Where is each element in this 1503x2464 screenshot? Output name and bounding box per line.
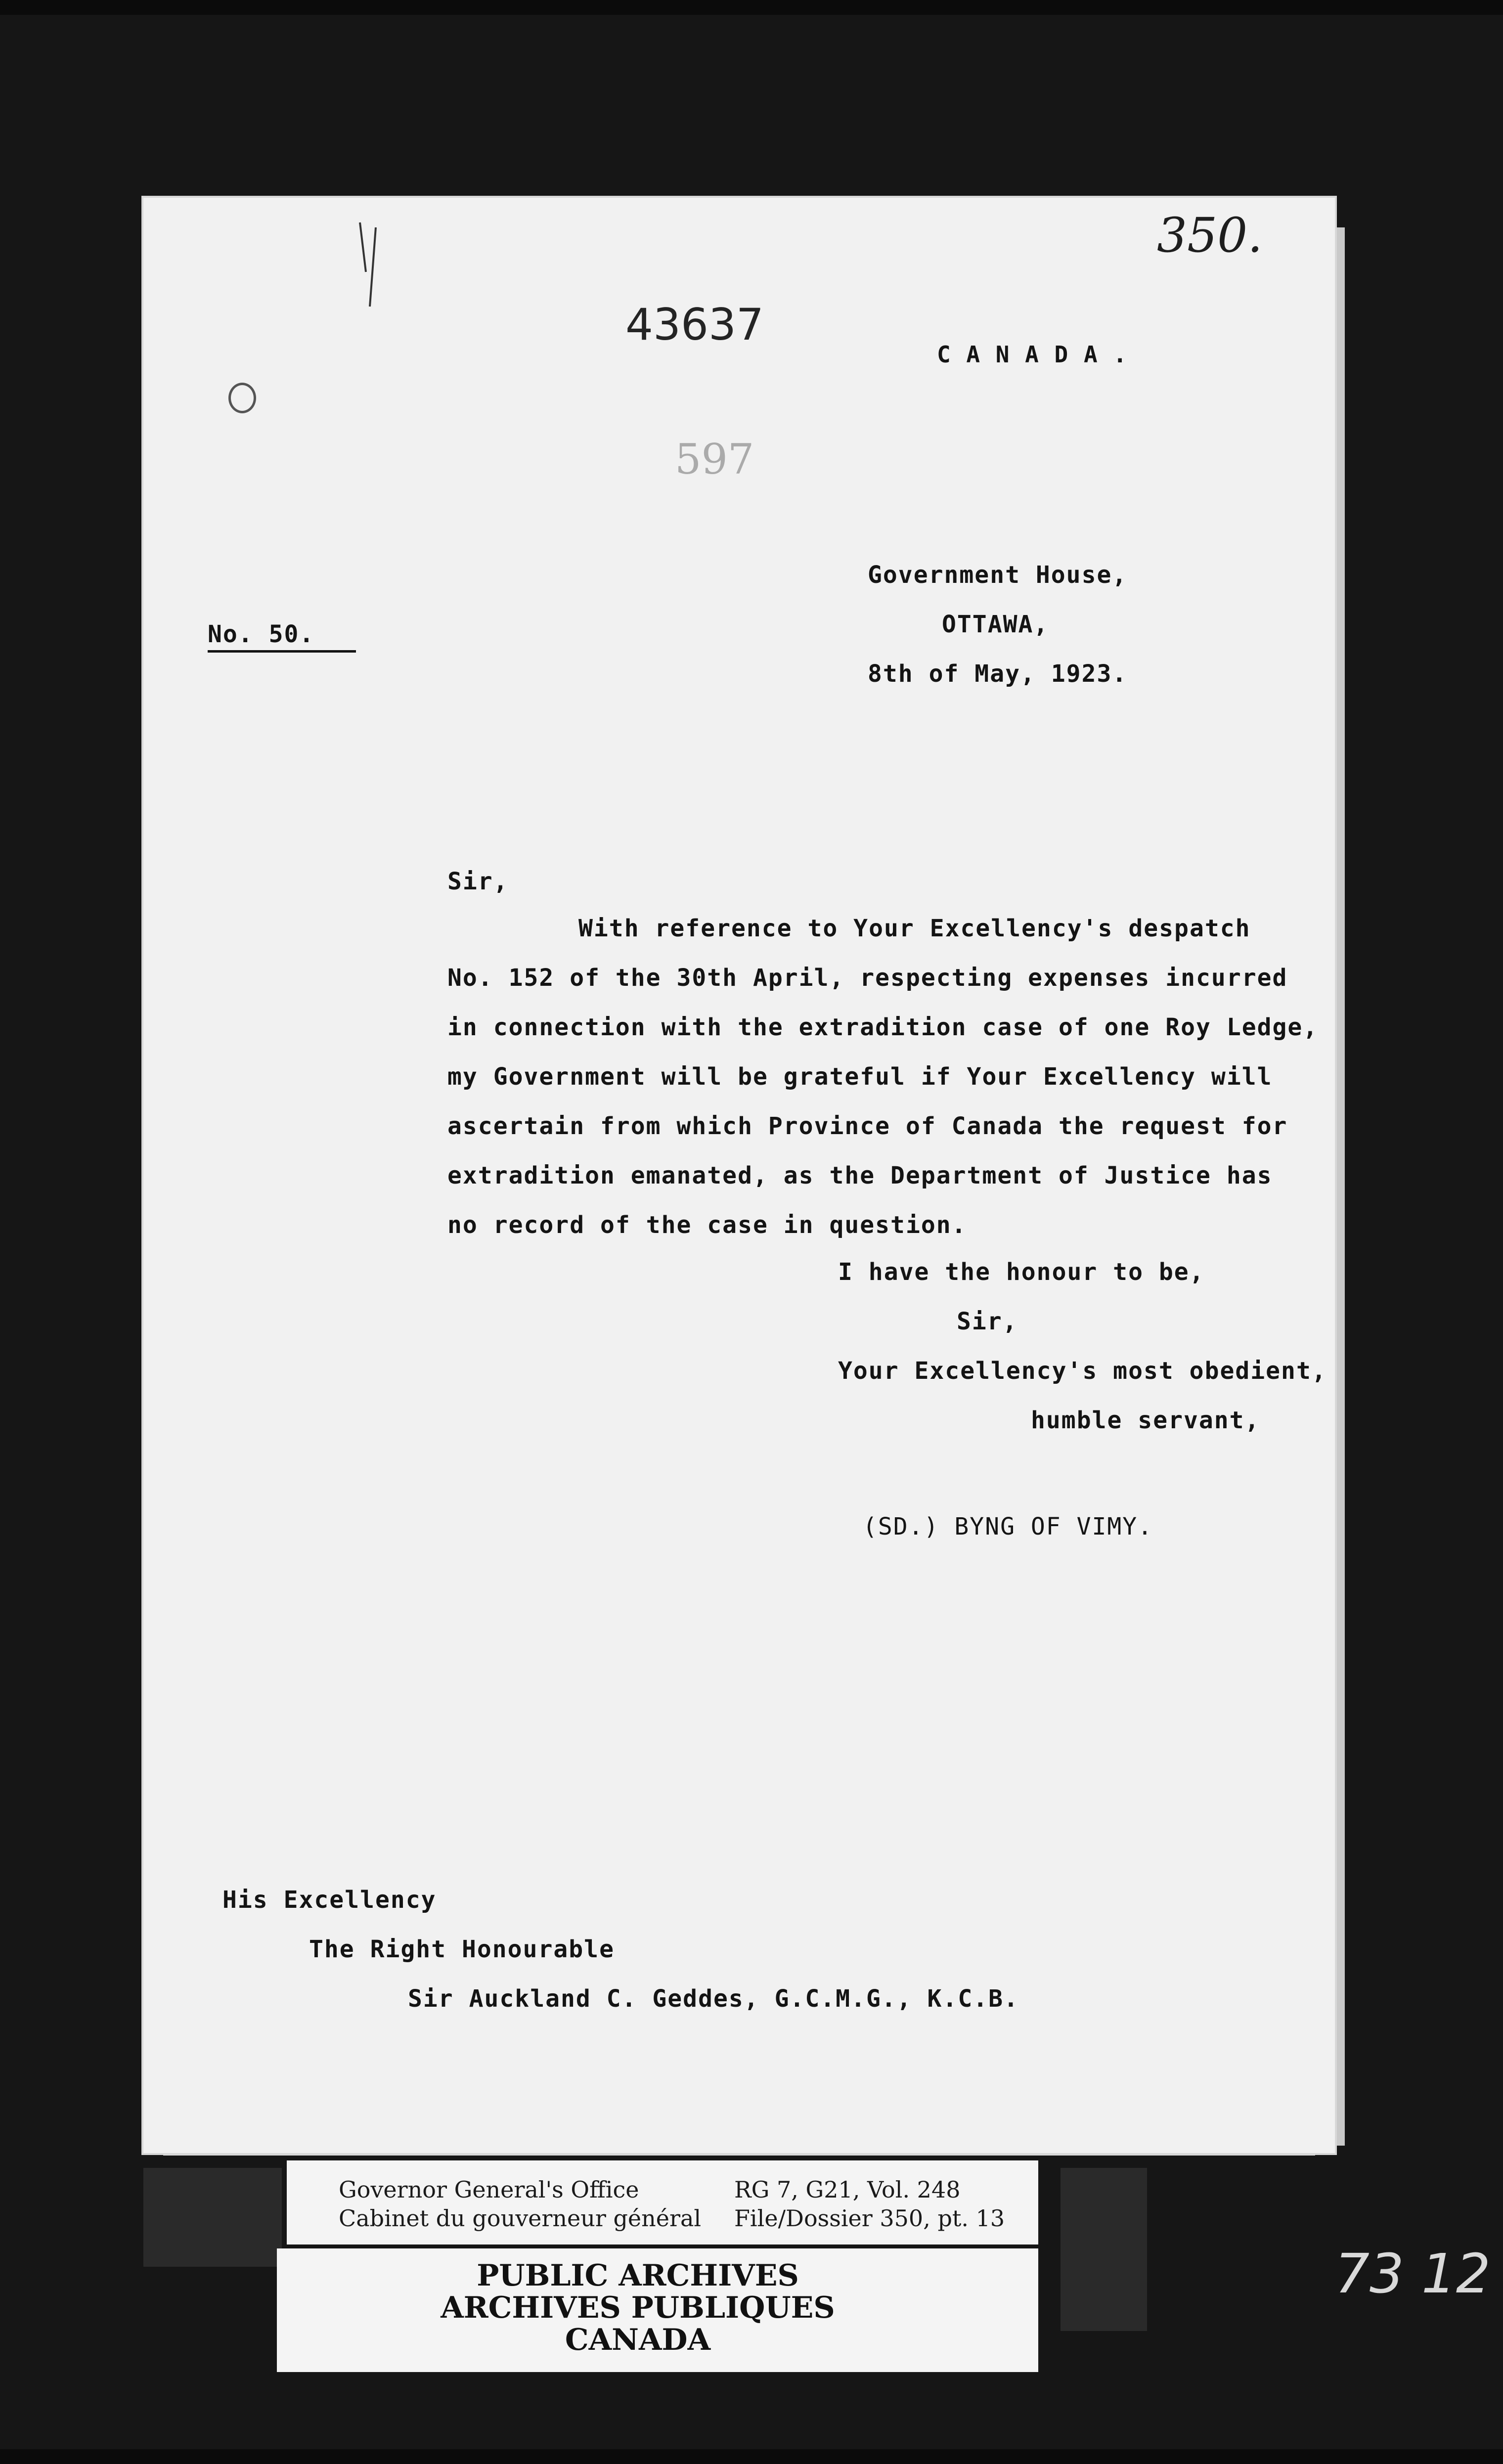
file-reference: File/Dossier 350, pt. 13 [734, 2205, 1005, 2232]
address-line-1: Government House, [868, 561, 1128, 589]
paper-edge [1335, 227, 1345, 2146]
film-dark-block [1061, 2168, 1147, 2331]
signature: (SD.) BYNG OF VIMY. [863, 1513, 1153, 1540]
film-dark-block [143, 2168, 282, 2267]
body-line: in connection with the extradition case of one Roy Ledge, [447, 1013, 1319, 1041]
punch-hole [228, 383, 256, 413]
film-border-top [0, 0, 1503, 15]
closing-line: Your Excellency's most obedient, [838, 1357, 1327, 1385]
salutation: Sir, [447, 868, 509, 895]
recipient-line: Sir Auckland C. Geddes, G.C.M.G., K.C.B. [408, 1985, 1019, 2013]
closing-line: I have the honour to be, [838, 1258, 1205, 1286]
handwritten-file-number: 350. [1157, 208, 1263, 263]
closing-line: Sir, [957, 1308, 1018, 1335]
record-group-reference: RG 7, G21, Vol. 248 [734, 2176, 961, 2203]
body-line: ascertain from which Province of Canada the request for [447, 1112, 1288, 1140]
body-line: my Government will be grateful if Your Excellency will [447, 1063, 1273, 1091]
address-line-2: OTTAWA, [942, 611, 1049, 638]
recipient-line: The Right Honourable [309, 1936, 615, 1963]
reference-number: No. 50. [208, 620, 356, 653]
office-english: Governor General's Office [339, 2176, 639, 2203]
public-archives-stamp [277, 2248, 1038, 2372]
stamp-line: PUBLIC ARCHIVES [477, 2258, 799, 2293]
stamp-line: ARCHIVES PUBLIQUES [441, 2290, 835, 2325]
letter-date: 8th of May, 1923. [868, 660, 1128, 688]
body-line: no record of the case in question. [447, 1211, 967, 1239]
body-line: No. 152 of the 30th April, respecting expenses incurred [447, 964, 1288, 992]
office-french: Cabinet du gouverneur général [339, 2205, 702, 2232]
closing-line: humble servant, [1031, 1407, 1260, 1434]
recipient-line: His Excellency [222, 1886, 437, 1914]
film-border-bottom [0, 2449, 1503, 2464]
faint-stamp-number: 597 [675, 435, 754, 484]
stamp-number: 43637 [625, 299, 764, 350]
body-line: extradition emanated, as the Department of Justice has [447, 1162, 1273, 1189]
film-frame-number: 73 12 [1335, 2242, 1491, 2305]
archive-reference-label [287, 2160, 1038, 2244]
pencil-tick-mark [356, 218, 386, 316]
stamp-line: CANADA [565, 2323, 711, 2357]
body-line: With reference to Your Excellency's despatch [578, 915, 1251, 942]
country-heading: C A N A D A . [937, 341, 1128, 368]
